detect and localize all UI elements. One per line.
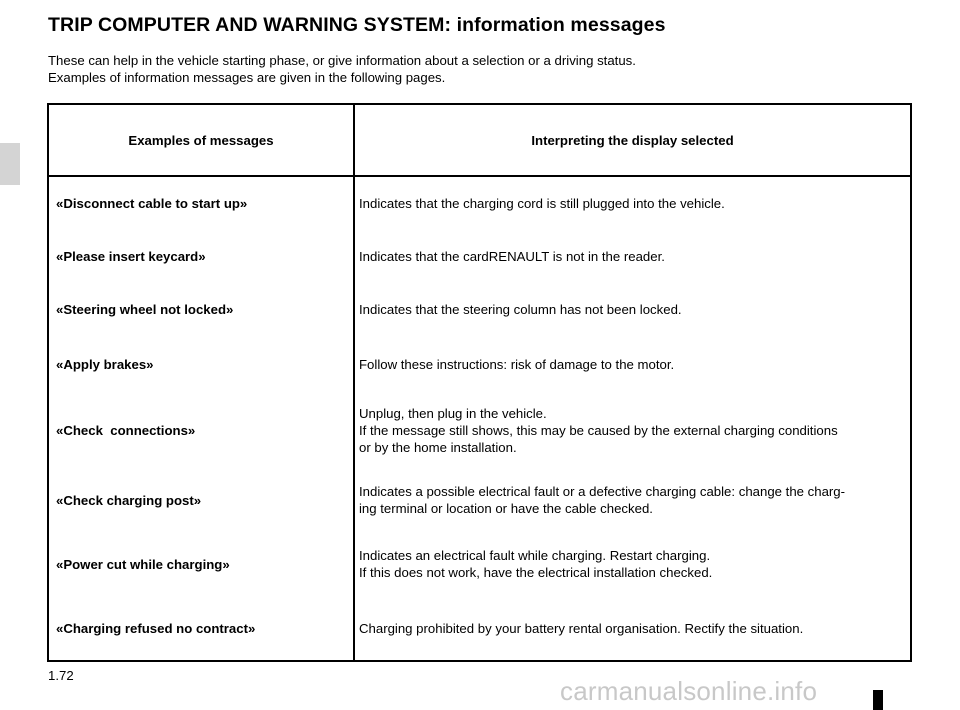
intro-line: Examples of information messages are given in the following pages. <box>48 70 446 85</box>
section-side-tab <box>0 143 20 185</box>
message-cell: «Please insert keycard» <box>48 230 354 282</box>
interpretation-line: Indicates that the steering column has not been locked. <box>359 301 682 317</box>
table-row <box>48 468 911 532</box>
interpretation-line: If this does not work, have the electrical installation checked. <box>359 565 713 580</box>
interpretation-line: ing terminal or location or have the cable checked. <box>359 501 653 516</box>
messages-table <box>47 103 912 662</box>
interpretation-cell <box>354 596 911 661</box>
message-cell: «Steering wheel not locked» <box>48 282 354 336</box>
table-row <box>48 230 911 282</box>
interpretation-cell <box>354 230 911 282</box>
interpretation-cell <box>354 392 911 468</box>
message-cell: «Charging refused no contract» <box>48 596 354 661</box>
column-header-interpretation: Interpreting the display selected <box>354 104 911 176</box>
interpretation-line: Indicates a possible electrical fault or a defective charging cable: change the charg- <box>359 484 846 499</box>
message-cell: «Power cut while charging» <box>48 532 354 596</box>
table-row <box>48 532 911 596</box>
interpretation-line: Indicates that the charging cord is still plugged into the vehicle. <box>359 196 725 211</box>
interpretation-line: Indicates that the cardRENAULT is not in the reader. <box>359 248 665 264</box>
table-row <box>48 392 911 468</box>
interpretation-line: Charging prohibited by your battery rental organisation. Rectify the situation. <box>359 620 804 636</box>
table-row <box>48 282 911 336</box>
interpretation-line: If the message still shows, this may be caused by the external charging conditions <box>359 422 838 438</box>
interpretation-line: or by the home installation. <box>359 439 517 455</box>
table-row <box>48 176 911 230</box>
interpretation-cell <box>354 176 911 230</box>
table-row <box>48 596 911 661</box>
message-cell: «Disconnect cable to start up» <box>48 176 354 230</box>
interpretation-cell <box>354 532 911 596</box>
page-number: 1.72 <box>48 668 74 683</box>
interpretation-line: Unplug, then plug in the vehicle. <box>359 405 547 421</box>
table-header-row <box>48 104 911 176</box>
page-corner-mark <box>873 690 883 710</box>
page-title: TRIP COMPUTER AND WARNING SYSTEM: information messages <box>48 14 666 36</box>
interpretation-cell <box>354 468 911 532</box>
message-cell: «Check connections» <box>48 392 354 468</box>
intro-text <box>48 52 636 86</box>
interpretation-line: Follow these instructions: risk of damage to the motor. <box>359 356 675 372</box>
interpretation-line: Indicates an electrical fault while charging. Restart charging. <box>359 548 711 563</box>
intro-line: These can help in the vehicle starting phase, or give information about a selection or a driving status. <box>48 53 636 68</box>
table-row <box>48 336 911 392</box>
message-cell: «Check charging post» <box>48 468 354 532</box>
interpretation-cell <box>354 282 911 336</box>
message-cell: «Apply brakes» <box>48 336 354 392</box>
column-header-messages: Examples of messages <box>48 104 354 176</box>
watermark: carmanualsonline.info <box>560 676 818 706</box>
interpretation-cell <box>354 336 911 392</box>
